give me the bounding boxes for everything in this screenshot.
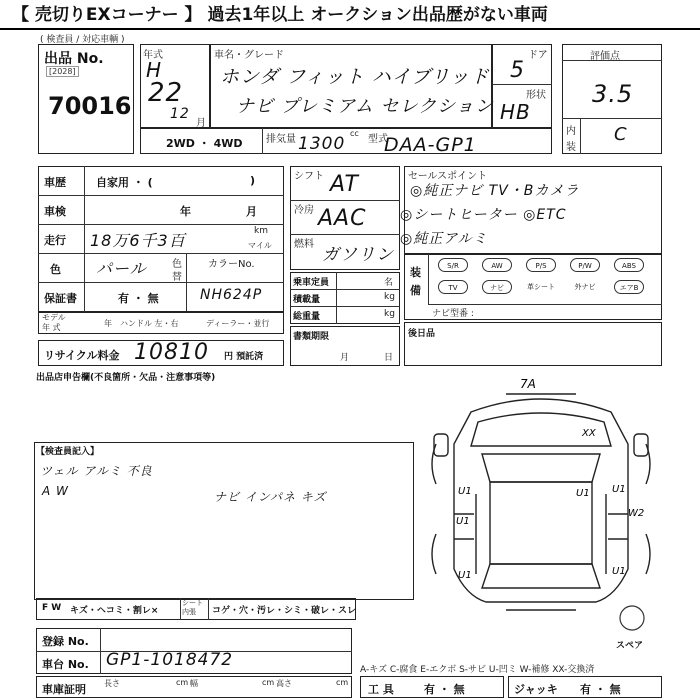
- recycle-value: 10810: [134, 340, 209, 365]
- tools-label: 工 具: [368, 683, 394, 696]
- diagram-mark-w2: W2: [628, 508, 645, 519]
- chassis-label: 車台 No.: [42, 658, 89, 671]
- load-unit: kg: [384, 292, 395, 302]
- seller-notes-label: 出品店申告欄(不良箇所・欠品・注意事項等): [36, 373, 216, 383]
- color-code-value: NH624P: [200, 287, 263, 303]
- history-value: 自家用 ・ (: [96, 176, 153, 189]
- capacity-unit: 名: [384, 278, 394, 288]
- seat-items: コゲ・穴・汚レ・シミ・破レ・スレ: [212, 606, 357, 616]
- load-label: 積載量: [293, 295, 321, 305]
- docs-deadline-day: 日: [384, 353, 394, 363]
- interior-label1: 内: [566, 126, 576, 137]
- diagram-mark-3: U1: [612, 484, 626, 495]
- model-line1: ホンダ フィット ハイブリッド: [220, 66, 490, 88]
- car-outline: [454, 399, 628, 602]
- color-change1: 色: [172, 259, 182, 270]
- shape-label: 形状: [526, 90, 546, 101]
- capacity-label: 乗車定員: [293, 278, 330, 288]
- year-month: 12: [170, 106, 190, 122]
- inspector-note1: ツェル アルミ 不良: [40, 464, 153, 478]
- equip-navi: ナビ: [482, 280, 512, 294]
- equip-aw: AW: [482, 258, 512, 272]
- sales-point-3: ◎純正アルミ: [400, 231, 488, 247]
- model-year-label2: 年 式: [42, 323, 61, 332]
- docs-deadline-label: 書類期限: [293, 332, 330, 342]
- displacement-value: 1300: [298, 134, 346, 154]
- equip-ps: P/S: [526, 258, 556, 272]
- mileage-label: 走行: [44, 234, 66, 247]
- doors-value: 5: [510, 58, 525, 83]
- lot-number: 70016: [48, 92, 132, 120]
- sales-point-1: ◎純正ナビ TV・Bカメラ: [410, 183, 580, 199]
- jack-label: ジャッキ: [514, 683, 558, 696]
- shift-value: AT: [330, 172, 359, 197]
- cert-width: 幅: [190, 679, 198, 688]
- equip-pw: P/W: [570, 258, 600, 272]
- diagram-mark-5: U1: [458, 570, 472, 581]
- inspector-label: 【検査員記入】: [36, 447, 100, 457]
- year-era: H: [146, 58, 163, 82]
- car-rear-glass: [482, 564, 600, 588]
- left-rear-fender: [432, 534, 436, 574]
- equip-abs: ABS: [614, 258, 644, 272]
- cert-height-unit: cm: [336, 678, 349, 687]
- equip-sr: S/R: [438, 258, 468, 272]
- banner-title: 【 売切りEXコーナー 】 過去1年以上 オークション出品歴がない車両: [0, 0, 700, 30]
- color-code-label: カラーNo.: [208, 259, 255, 270]
- diagram-mark-2: U1: [456, 516, 470, 527]
- displacement-label: 排気量: [266, 134, 296, 145]
- shape-value: HB: [500, 100, 531, 124]
- inspection-year-unit: 年: [180, 205, 191, 218]
- diagram-mark-xx: XX: [582, 428, 596, 439]
- year-value: 22: [148, 78, 184, 108]
- mileage-unit-km: km: [254, 226, 268, 236]
- warranty-value: 有 ・ 無: [118, 292, 159, 305]
- later-date-box: [404, 322, 662, 366]
- doors-label: ドア: [528, 50, 548, 61]
- inspector-note2: A W: [42, 484, 69, 498]
- sales-point-2: ◎シートヒーター ◎ETC: [400, 207, 567, 223]
- warranty-label: 保証書: [44, 292, 77, 305]
- model-line2: ナビ プレミアム セレクション: [236, 96, 494, 117]
- seat-label: シート 内張: [182, 599, 203, 616]
- color-label: 色: [50, 263, 61, 276]
- fuel-value: ガソリン: [322, 245, 394, 265]
- diagram-top-mark: 7A: [520, 377, 536, 391]
- fw-label: F W: [42, 603, 62, 613]
- recycle-unit: 円 預託済: [224, 352, 264, 362]
- model-year-year: 年: [104, 319, 112, 328]
- cert-length-unit: cm: [176, 678, 189, 687]
- later-date-label: 後日品: [408, 329, 436, 339]
- equip-airbag: エアB: [614, 280, 644, 294]
- registration-label: 登録 No.: [42, 635, 89, 648]
- score-label: 評価点: [590, 51, 620, 62]
- gross-label: 総重量: [293, 312, 321, 322]
- ac-value: AAC: [318, 206, 367, 231]
- car-diagram: [416, 374, 666, 624]
- score-value: 3.5: [592, 80, 634, 108]
- shift-label: シフト: [294, 171, 324, 182]
- docs-deadline-month: 月: [340, 353, 350, 363]
- ac-label: 冷房: [294, 205, 314, 216]
- year-label: 年式: [143, 50, 163, 61]
- spare-label: スペア: [616, 641, 644, 651]
- model-year-dealer: ディーラー・並行: [206, 319, 270, 328]
- spare-tire-icon: [616, 604, 652, 634]
- mileage-value: 18万6千3百: [90, 231, 186, 250]
- inspection-label: 車検: [44, 205, 66, 218]
- chassis-value: GP1-1018472: [106, 650, 234, 670]
- equipment-label1: 装: [410, 266, 421, 279]
- diagram-mark-6: U1: [612, 566, 626, 577]
- lot-tag: [2028]: [46, 66, 79, 77]
- diagram-mark-1: U1: [458, 486, 472, 497]
- model-code-value: DAA-GP1: [384, 134, 477, 156]
- inspection-month-unit: 月: [246, 205, 257, 218]
- recycle-label: リサイクル料金: [44, 349, 120, 362]
- interior-label2: 装: [566, 142, 576, 153]
- fw-items: キズ・ヘコミ・割レ×: [70, 606, 159, 616]
- equip-ext-navi: 外ナビ: [574, 283, 596, 291]
- color-value: パール: [96, 259, 147, 278]
- history-label: 車歴: [44, 176, 66, 189]
- damage-legend: A-キズ C-腐食 E-エクボ S-サビ U-凹ミ W-補修 XX-交換済: [360, 665, 595, 675]
- navi-type-label: ナビ型番 :: [432, 309, 474, 319]
- sales-points-label: セールスポイント: [408, 171, 488, 182]
- model-code-label: 型式: [368, 134, 388, 145]
- year-month-unit: 月: [196, 118, 206, 129]
- tools-value: 有 ・ 無: [424, 683, 465, 696]
- interior-value: C: [614, 124, 628, 145]
- history-close: ): [250, 174, 256, 187]
- cert-height: 高さ: [276, 679, 292, 688]
- color-change2: 替: [172, 272, 182, 283]
- model-year-handle: ハンドル 左・右: [120, 319, 179, 328]
- certificate-label: 車庫証明: [42, 683, 86, 696]
- model-label: 車名・グレード: [214, 50, 284, 61]
- diagram-mark-4: U1: [576, 488, 590, 499]
- car-windshield: [482, 454, 600, 482]
- displacement-unit: cc: [350, 129, 359, 138]
- mileage-unit-mile: マイル: [248, 241, 272, 250]
- inspector-note3: ナビ インパネ キズ: [214, 490, 327, 504]
- equip-leather: 革シート: [527, 283, 555, 291]
- equip-tv: TV: [438, 280, 468, 294]
- cert-length: 長さ: [104, 679, 120, 688]
- model-year-label1: モデル: [42, 313, 66, 322]
- fuel-label: 燃料: [294, 239, 314, 250]
- lot-label: 出品 No.: [44, 51, 104, 67]
- drive-label: 2WD ・ 4WD: [166, 137, 243, 150]
- right-rear-fender: [646, 534, 650, 574]
- jack-value: 有 ・ 無: [580, 683, 621, 696]
- gross-unit: kg: [384, 309, 395, 319]
- equipment-label2: 備: [410, 284, 421, 297]
- header-note: ( 検査員 / 対応車輌 ): [40, 35, 125, 45]
- cert-width-unit: cm: [262, 678, 275, 687]
